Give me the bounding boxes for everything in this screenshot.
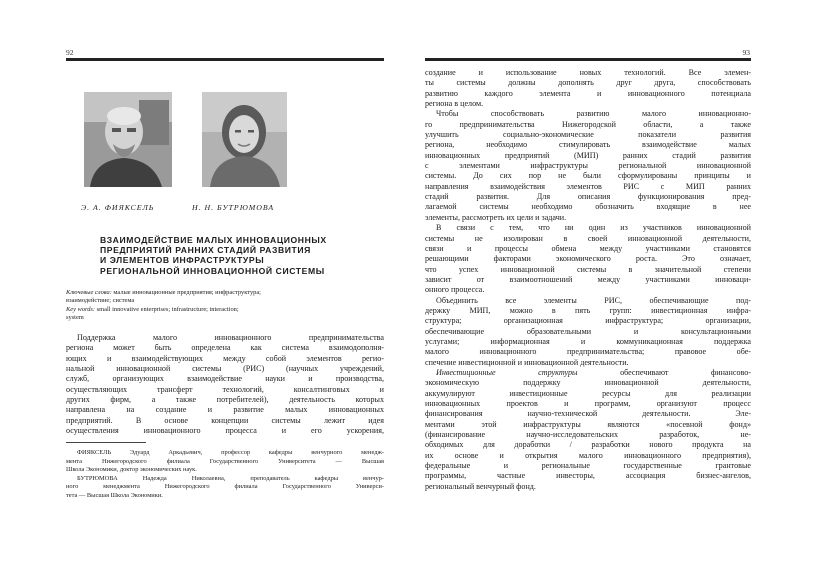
italic-lead: Инвестиционные структуры — [436, 367, 578, 377]
text-line: инновационных проектов и программ, организуют процесс — [425, 399, 751, 408]
text-line: инновационных предприятий (МИП) ранних стадий развития — [425, 150, 751, 160]
text-line: Поддержка малого инновационного предпринимательства — [77, 333, 384, 342]
keywords-ru-cont: взаимодействие; система — [66, 297, 135, 305]
footnotes — [66, 449, 384, 501]
text-line: осуществления инновационного процесса и его ускорения, — [66, 426, 384, 436]
keywords-ru — [66, 289, 384, 297]
text-line: структура; организационная инфраструктура; организации, — [425, 316, 751, 326]
text-line: обходимых для доработки / разработки нового продукта на — [425, 440, 751, 450]
text-line: осуществляющих трансферт технологий, консалтинговых и — [66, 384, 384, 394]
text-line: элементы, рассмотреть их цели и задачи. — [425, 212, 567, 222]
footnote-rule — [66, 442, 146, 443]
text-line: служб, организующих взаимодействие науки и производства, — [66, 374, 384, 384]
text-line: системы. До сих пор не были сформулированы принципы и — [425, 171, 751, 181]
text-line: ющих и взаимодействующих между собой элементов регио- — [66, 353, 384, 363]
footnote-line: ФИЯКСЕЛЬ Эдуард Аркадьевич, профессор кафедры венчурного менедж- — [77, 449, 384, 456]
text-line: лагаемой системы необходимо обозначить входящие в нее — [425, 202, 751, 212]
footnote-line: БУТРЮМОВА Надежда Николаевна, преподаватель кафедры венчур- — [77, 474, 384, 482]
title-line: ВЗАИМОДЕЙСТВИЕ МАЛЫХ ИННОВАЦИОННЫХ — [100, 235, 327, 245]
keywords-en-label: Key words: — [66, 305, 96, 313]
keywords-en — [66, 306, 384, 314]
author-photo-2 — [202, 92, 287, 187]
text-line: региона может быть определена как система взаимодополня- — [66, 343, 384, 353]
article-title — [100, 235, 390, 276]
keywords-ru-label: Ключевые слова: — [66, 289, 112, 296]
text-line: связи и процессы обмена между участниками становятся — [425, 243, 751, 253]
text-line: зависит от взаимоотношений между участниками инновaци- — [425, 274, 751, 284]
text-line: региональный венчурный фонд. — [425, 481, 536, 491]
keywords-block — [66, 289, 384, 322]
right-page — [410, 0, 820, 580]
text-line: что успех инновационной системы в значительной степени — [425, 264, 751, 274]
author-name-1: Э. А. ФИЯКСЕЛЬ — [81, 203, 155, 212]
text-line: услугами; информационная и коммуникационная поддержка — [425, 336, 751, 346]
title-line: ПРЕДПРИЯТИЙ РАННИХ СТАДИЙ РАЗВИТИЯ — [100, 245, 311, 256]
text-line: системы не изолирован в своей инновационной деятельности, — [425, 233, 751, 243]
text-line: аккумулируют инвестиционные ресурсы для реализации — [425, 388, 751, 398]
text-line: малого инновационного предпринимательства; правовое обе- — [425, 347, 751, 357]
text-line: го предпринимательства Нижегородской области, а также — [425, 119, 751, 129]
title-line: И ЭЛЕМЕНТОВ ИНФРАСТРУКТУРЫ — [100, 255, 265, 266]
page-number: 93 — [742, 48, 750, 57]
left-body-text — [66, 333, 384, 436]
text-line: региона, необходимо стимулировать взаимодействие малых — [425, 140, 751, 150]
author-name-2: Н. Н. БУТРЮМОВА — [192, 203, 275, 212]
text-line: онного процесса. — [425, 285, 485, 295]
footnote-line: ного менеджмента Нижегородского филиала Государственного Универси- — [66, 483, 384, 491]
text-line: программы, частные инвесторы, ассоциация бизнес-ангелов, — [425, 471, 751, 481]
text-line: региона в целом. — [425, 99, 484, 109]
author-photo-1 — [84, 92, 172, 187]
header-rule — [66, 58, 384, 61]
text-line — [425, 368, 751, 378]
text-line: обеспечивающие образовательными и консультационными — [425, 326, 751, 336]
text-line: держку МИП, можно в пять групп: инвестиционная инфра- — [425, 305, 751, 315]
footnote-line: мента Нижегородского филиала Государственного Университета — Высшая — [66, 457, 384, 465]
text-line: их основе и открытия малого инновационного предприятия), — [425, 450, 751, 460]
text-line: федеральные и региональные государственные грантовые — [425, 461, 751, 471]
text-line: нальной инновационной системы (РИС) (научных учреждений, — [66, 364, 384, 374]
text-line: Чтобы способствовать развитию малого инновационно- — [436, 109, 751, 119]
keywords-ru-text: малые инновационные предприятия; инфраструктура; — [111, 289, 261, 296]
footnote-line: Школа Экономики, доктор экономических наук. — [66, 466, 197, 474]
text-line: улучшить социально-экономические показатели развития — [425, 130, 751, 140]
text-line: создание и использование новых технологий. Все элемен- — [425, 68, 751, 77]
text-line: спечение инвестиционной и инновационной деятельности. — [425, 357, 629, 367]
text-line: финансирования научно-технической деятельности. Эле- — [425, 409, 751, 419]
text-line: (финансирование научно-исследовательских разработок, не- — [425, 430, 751, 440]
header-rule — [425, 58, 751, 61]
text-line: предприятий. В основе концепции системы лежит идея — [66, 415, 384, 425]
text-line: решающими факторами экономического роста. Это означает, — [425, 254, 751, 264]
keywords-en-text: small innovative enterprises; infrastructure; interaction; — [95, 305, 239, 313]
text-line: с элементами инфраструктуры региональной инновационной — [425, 161, 751, 171]
text-line: ты системы должны дополнять друг друга, способствовать — [425, 78, 751, 88]
text-line: развитию каждого элемента и инновационного потенциала — [425, 88, 751, 98]
keywords-en-cont: system — [66, 313, 84, 321]
text-line: Объединить все элементы РИС, обеспечивающие под- — [436, 295, 751, 305]
text-line: В связи с тем, что ни один из участников инновационной — [436, 223, 751, 233]
lead-continuation: обеспечивают финансово- — [620, 367, 751, 377]
right-body-text — [425, 68, 751, 492]
text-line: других фирм, а также потребителей), деятельность которых — [66, 395, 384, 405]
text-line: ментами этой инфраструктуры являются «посевной фонд» — [425, 419, 751, 429]
footnote-line: тета — Высшая Школа Экономики. — [66, 491, 163, 499]
text-line: экономическую поддержку инновационной деятельности, — [425, 378, 751, 388]
text-line: стадий развития. Для описания функционирования пред- — [425, 192, 751, 202]
text-line: направления взаимодействия элементов РИС с МИП ранних — [425, 181, 751, 191]
page-number: 92 — [66, 48, 74, 57]
title-line: РЕГИОНАЛЬНОЙ ИННОВАЦИОННОЙ СИСТЕМЫ — [100, 265, 325, 276]
text-line: направлена на создание и развитие малых инновационных — [66, 405, 384, 415]
